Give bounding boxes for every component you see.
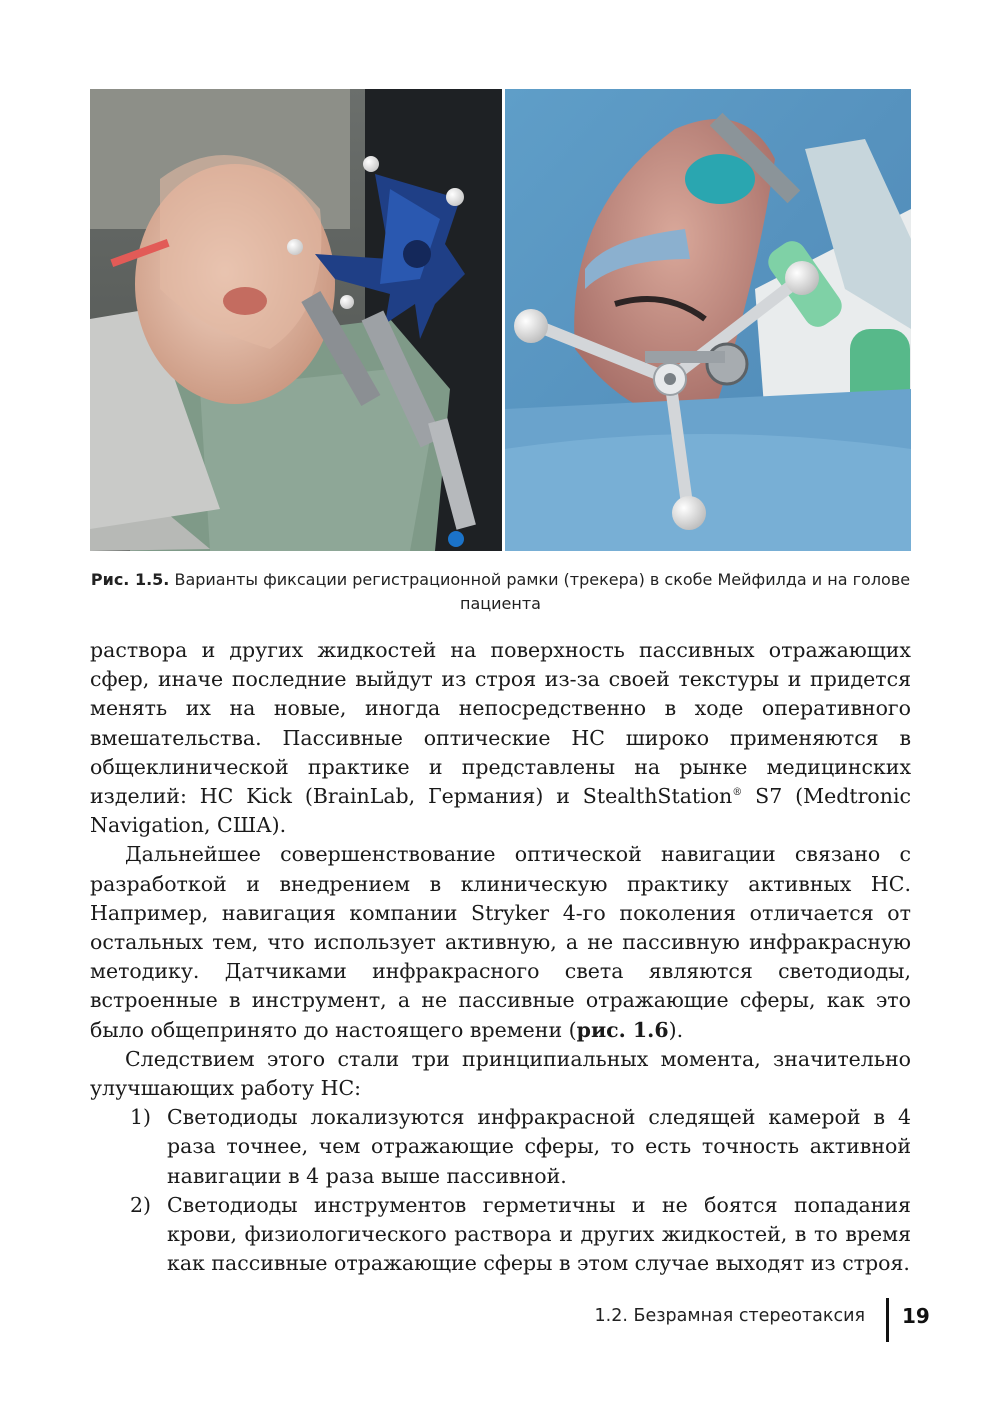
photo-left — [90, 89, 502, 551]
figure-caption-label: Рис. 1.5. — [90, 570, 170, 589]
list-item-text: Светодиоды инструментов герметичны и не боятся попадания крови, физиологического раствора и других жидкостей, в то время как пассивные отражающие сферы в этом случае выходят из строя. — [167, 1192, 911, 1276]
main-text — [90, 636, 911, 1278]
paragraph-3: Следствием этого стали три принципиальных момента, значительно улучшающих работу НС: — [90, 1046, 911, 1101]
paragraph-2-end: ). — [668, 1017, 684, 1042]
paragraph-1-end: S7 (Medtronic Navigation, США). — [90, 784, 912, 838]
figure-caption — [90, 568, 911, 616]
paragraph-2 — [90, 840, 911, 1044]
paragraph-1-text: раствора и других жидкостей на поверхность пассивных отражающих сфер, иначе последние выйдут из строя из-за своей текстуры и придется менять их на новые, иногда непосредственно в ходе оперативного вмешательства. Пассивные оптические НС широко применяются в общеклинической практике и представлены на рынке медицинских изделий: НС Kick (BrainLab, Германия) и StealthStation — [90, 638, 911, 809]
running-footer-section: 1.2. Безрамная стереотаксия — [594, 1306, 865, 1326]
figure — [90, 89, 911, 551]
photo-right-illustration — [505, 89, 911, 551]
list-item — [90, 1191, 911, 1279]
paragraph-1 — [90, 636, 911, 840]
numbered-list — [90, 1103, 911, 1278]
figure-reference: рис. 1.6 — [576, 1017, 669, 1042]
photo-left-illustration — [90, 89, 502, 551]
list-item — [90, 1103, 911, 1191]
figure-caption-text: Варианты фиксации регистрационной рамки (трекера) в скобе Мейфилда и на голове пациента — [169, 570, 911, 613]
list-item-number: 2) — [130, 1192, 152, 1217]
registered-mark: ® — [732, 787, 743, 799]
page-number: 19 — [902, 1304, 930, 1328]
list-item-text: Светодиоды локализуются инфракрасной следящей камерой в 4 раза точнее, чем отражающие сферы, то есть точность активной навигации в 4 раза выше пассивной. — [167, 1105, 911, 1188]
list-item-number: 1) — [130, 1105, 152, 1130]
photo-right — [505, 89, 911, 551]
footer-divider — [886, 1298, 889, 1342]
paragraph-2-text: Дальнейшее совершенствование оптической навигации связано с разработкой и внедрением в клиническую практику активных НС. Например, навигация компании Stryker 4-го поколения отличается от остальных тем, что использует активную, а не пассивную инфракрасную методику. Датчиками инфракрасного света являются светодиоды, встроенные в инструмент, а не пассивные отражающие сферы, как это было общепринято до настоящего времени ( — [90, 842, 911, 1042]
page-footer — [560, 1298, 930, 1342]
